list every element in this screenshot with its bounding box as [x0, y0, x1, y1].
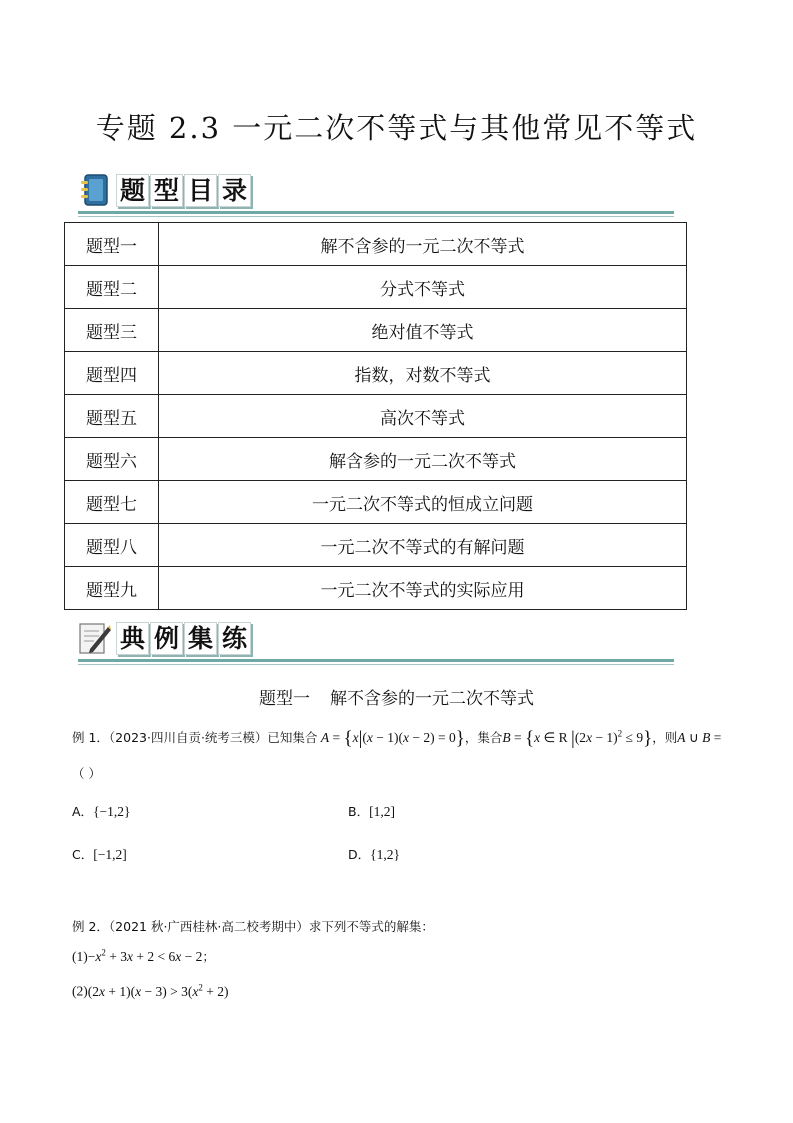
topic-key: 题型四	[65, 352, 159, 395]
item-2-number: (2)	[72, 983, 88, 999]
topic-value: 解不含参的一元二次不等式	[159, 223, 687, 266]
pencil-note-icon	[78, 621, 112, 655]
section-char: 典	[116, 622, 149, 655]
example-2-question: 例 2．（2021 秋·广西桂林·高二校考期中）求下列不等式的解集：	[72, 919, 434, 934]
item-1-number: (1)	[72, 949, 88, 964]
topic-value: 一元二次不等式的有解问题	[159, 524, 687, 567]
option-b-value: [1,2]	[369, 804, 395, 819]
topic-key: 题型一	[65, 223, 159, 266]
topic-value: 高次不等式	[159, 395, 687, 438]
union-formula: A ∪ B =	[677, 730, 722, 745]
set-b-formula: B = {x ∈ R $|(2x - 1)^2 \le 9$}	[502, 728, 653, 749]
topic-subheading	[0, 684, 793, 709]
inequality-2: $(2x + 1)(x - 3) > 3(x^2 + 2)$	[87, 982, 229, 999]
section-underline	[78, 211, 674, 214]
section-underline-thin	[78, 216, 674, 217]
section-char: 例	[150, 622, 183, 655]
option-b-label: B．	[348, 804, 370, 819]
table-row	[65, 438, 687, 481]
table-row	[65, 223, 687, 266]
section-underline	[78, 659, 674, 662]
section-char: 型	[150, 174, 183, 207]
topic-key: 题型六	[65, 438, 159, 481]
example-2-item-1	[72, 947, 215, 965]
section-char: 目	[184, 174, 217, 207]
table-row	[65, 352, 687, 395]
option-b	[348, 802, 395, 820]
table-row	[65, 567, 687, 610]
subheading-text: 解不含参的一元二次不等式	[330, 689, 534, 709]
example-1-question	[72, 728, 721, 750]
set-a-formula: A = {x|(x − 1)(x − 2) = 0}	[320, 728, 465, 749]
section-header-catalog	[78, 170, 678, 214]
table-row	[65, 395, 687, 438]
topic-key: 题型五	[65, 395, 159, 438]
topic-value: 一元二次不等式的实际应用	[159, 567, 687, 610]
topic-value: 解含参的一元二次不等式	[159, 438, 687, 481]
section-char: 录	[218, 174, 251, 207]
topic-key: 题型七	[65, 481, 159, 524]
option-a-label: A．	[72, 804, 94, 819]
page-title: 专题 2.3 一元二次不等式与其他常见不等式	[95, 111, 698, 145]
topic-value: 一元二次不等式的恒成立问题	[159, 481, 687, 524]
option-a-value: {−1,2}	[93, 804, 131, 819]
topic-value: 指数，对数不等式	[159, 352, 687, 395]
table-row	[65, 524, 687, 567]
table-row	[65, 309, 687, 352]
example-2-item-2	[72, 982, 228, 1000]
option-d-value: {1,2}	[370, 847, 400, 862]
table-row	[65, 266, 687, 309]
option-a	[72, 802, 131, 820]
inequality-1: $-x^2 + 3x + 2 < 6x - 2$	[87, 947, 203, 964]
topic-value: 绝对值不等式	[159, 309, 687, 352]
option-c-label: C．	[72, 847, 94, 862]
answer-bracket: （ ）	[72, 766, 101, 781]
item-1-end: ；	[202, 949, 215, 964]
section-underline-thin	[78, 664, 674, 665]
section-char: 题	[116, 174, 149, 207]
table-row	[65, 481, 687, 524]
option-d	[348, 845, 400, 863]
section-char: 集	[184, 622, 217, 655]
topic-key: 题型八	[65, 524, 159, 567]
topic-table	[64, 222, 687, 610]
topic-key: 题型二	[65, 266, 159, 309]
topic-key: 题型九	[65, 567, 159, 610]
section-char: 练	[218, 622, 251, 655]
option-c-value: [−1,2]	[93, 847, 127, 862]
example-1-prefix: 例 1．（2023·四川自贡·统考三模）已知集合	[72, 730, 318, 745]
topic-key: 题型三	[65, 309, 159, 352]
example-1-end: ，则	[652, 730, 678, 745]
subheading-label: 题型一	[259, 689, 310, 709]
option-c	[72, 845, 127, 863]
example-1-mid: ，集合	[464, 730, 503, 745]
option-d-label: D．	[348, 847, 371, 862]
notebook-icon	[78, 173, 112, 207]
section-header-examples	[78, 618, 678, 662]
topic-value: 分式不等式	[159, 266, 687, 309]
